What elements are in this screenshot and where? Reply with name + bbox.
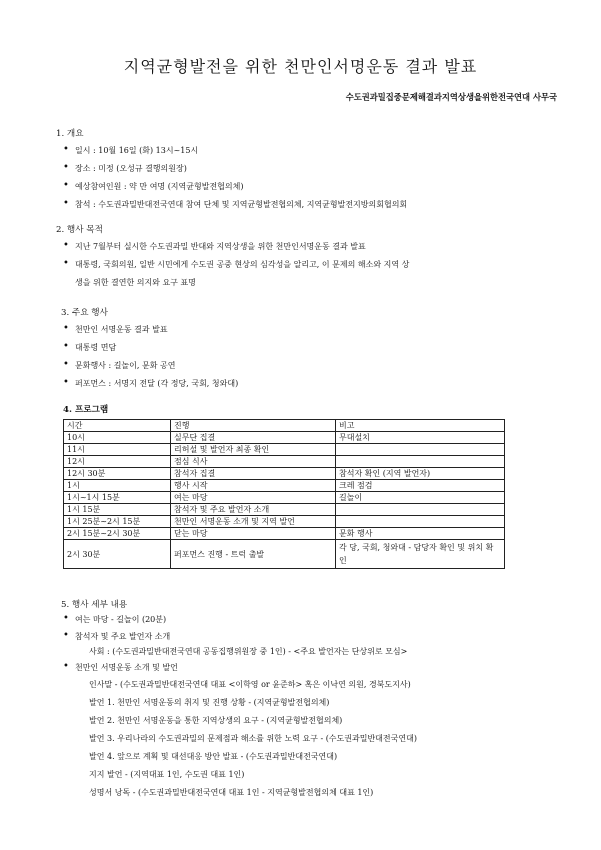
cell-progress: 리허설 및 발언자 최종 확인 xyxy=(171,444,336,456)
table-row xyxy=(64,432,505,444)
cell-time: 1시 15분 xyxy=(64,504,171,516)
cell-time: 11시 xyxy=(64,444,171,456)
cell-progress: 실무단 집결 xyxy=(171,432,336,444)
cell-note: 길놀이 xyxy=(336,492,505,504)
s5-bullet-1: • 여는 마당 - 길놀이 (20분) xyxy=(75,614,166,625)
cell-progress: 참석자 및 주요 발언자 소개 xyxy=(171,504,336,516)
header-progress: 진행 xyxy=(171,420,336,432)
cell-time: 12시 xyxy=(64,456,171,468)
s1-item-2: • 장소 : 미정 (오성규 결행의원장) xyxy=(75,163,187,174)
section-2-title: 2. 행사 목적 xyxy=(56,225,103,235)
cell-note: 각 당, 국회, 청와대 - 담당자 확인 및 위치 확인 xyxy=(336,540,505,569)
organization-name: 수도권과밀집중문제해결과지역상생을위한전국연대 사무국 xyxy=(345,92,557,102)
section-4-title: 4. 프로그램 xyxy=(63,405,109,415)
cell-note xyxy=(336,516,505,528)
cell-progress: 참석자 집결 xyxy=(171,468,336,480)
s5-bullet-3: • 천만인 서명운동 소개 및 발언 xyxy=(75,662,178,673)
table-row xyxy=(64,492,505,504)
s3-item-3: • 문화행사 : 길놀이, 문화 공연 xyxy=(75,360,175,371)
cell-progress: 천만인 서명운동 소개 및 지역 발언 xyxy=(171,516,336,528)
section-5-title: 5. 행사 세부 내용 xyxy=(61,600,128,610)
header-note: 비고 xyxy=(336,420,505,432)
table-row xyxy=(64,444,505,456)
cell-time: 10시 xyxy=(64,432,171,444)
table-row xyxy=(64,456,505,468)
cell-time: 12시 30분 xyxy=(64,468,171,480)
s2-item-2-cont: 생을 위한 결연한 의지와 요구 표명 xyxy=(75,278,196,287)
s1-item-3: • 예상참여인원 : 약 만 여명 (지역균형발전협의체) xyxy=(75,181,243,192)
s1-item-1: • 일시 : 10월 16일 (화) 13시~15시 xyxy=(75,145,198,156)
cell-progress: 퍼포먼스 진행 - 트럭 출발 xyxy=(171,540,336,569)
program-table xyxy=(63,419,505,569)
table-row xyxy=(64,540,505,569)
table-row xyxy=(64,528,505,540)
s5-line-3: 발언 2. 천만인 서명운동을 통한 지역상생의 요구 - (지역균형발전협의체) xyxy=(89,716,343,725)
cell-time: 2시 30분 xyxy=(64,540,171,569)
table-row xyxy=(64,504,505,516)
s5-line-5: 발언 4. 앞으로 계획 및 대선대응 방안 발표 - (수도권과밀반대전국연대) xyxy=(89,752,338,761)
section-3-title: 3. 주요 행사 xyxy=(61,308,108,318)
cell-progress: 닫는 마당 xyxy=(171,528,336,540)
s5-bullet-2: • 참석자 및 주요 발언자 소개 xyxy=(75,631,170,642)
s5-line-1: 인사말 - (수도권과밀반대전국연대 대표 <이학영 or 윤준하> 혹은 이낙연 의원, 경북도지사) xyxy=(89,680,411,689)
table-header-row xyxy=(64,420,505,432)
document-title: 지역균형발전을 위한 천만인서명운동 결과 발표 xyxy=(123,57,478,76)
header-time: 시간 xyxy=(64,420,171,432)
s5-line-2: 발언 1. 천만인 서명운동의 취지 및 진행 상황 - (지역균형발전협의체) xyxy=(89,698,330,707)
cell-progress: 행사 시작 xyxy=(171,480,336,492)
cell-note xyxy=(336,456,505,468)
cell-note: 참석자 확인 (지역 발언자) xyxy=(336,468,505,480)
s3-item-4: • 퍼포먼스 : 서명지 전달 (각 정당, 국회, 청와대) xyxy=(75,378,238,389)
s3-item-2: • 대통령 면담 xyxy=(75,342,116,353)
cell-progress: 점심 식사 xyxy=(171,456,336,468)
s1-item-4: • 참석 : 수도권과밀반대전국연대 참여 단체 및 지역균형발전협의체, 지역균형발전지방의회협의회 xyxy=(75,199,407,210)
s5-line-4: 발언 3. 우리나라의 수도권과밀의 문제점과 해소를 위한 노력 요구 - (수도권과밀반대전국연대) xyxy=(89,734,417,743)
s5-line-7: 성명서 낭독 - (수도권과밀반대전국연대 대표 1인 - 지역균형발전협의체 대표 1인) xyxy=(89,788,374,797)
cell-time: 1시~1시 15분 xyxy=(64,492,171,504)
table-row xyxy=(64,480,505,492)
s3-item-1: • 천만인 서명운동 결과 발표 xyxy=(75,324,168,335)
table-row xyxy=(64,468,505,480)
cell-progress: 여는 마당 xyxy=(171,492,336,504)
cell-time: 2시 15분~2시 30분 xyxy=(64,528,171,540)
table-row xyxy=(64,516,505,528)
cell-note: 무대설치 xyxy=(336,432,505,444)
s2-item-1: • 지난 7월부터 실시한 수도권과밀 반대와 지역상생을 위한 천만인서명운동 결과 발표 xyxy=(75,241,366,252)
cell-time: 1시 xyxy=(64,480,171,492)
section-1-title: 1. 개요 xyxy=(56,129,84,139)
cell-note: 문화 행사 xyxy=(336,528,505,540)
cell-note xyxy=(336,444,505,456)
cell-note: 크레 점검 xyxy=(336,480,505,492)
s5-bullet-2-sub: 사회 : (수도권과밀반대전국연대 공동집행위원장 중 1인) - <주요 발언자는 단상위로 모심> xyxy=(89,647,408,656)
cell-note xyxy=(336,504,505,516)
s5-line-6: 지지 발언 - (지역대표 1인, 수도권 대표 1인) xyxy=(89,770,245,779)
cell-time: 1시 25분~2시 15분 xyxy=(64,516,171,528)
s2-item-2: • 대통령, 국회의원, 일반 시민에게 수도권 공중 현상의 심각성을 알리고, 이 문제의 해소와 지역 상 xyxy=(75,259,409,270)
